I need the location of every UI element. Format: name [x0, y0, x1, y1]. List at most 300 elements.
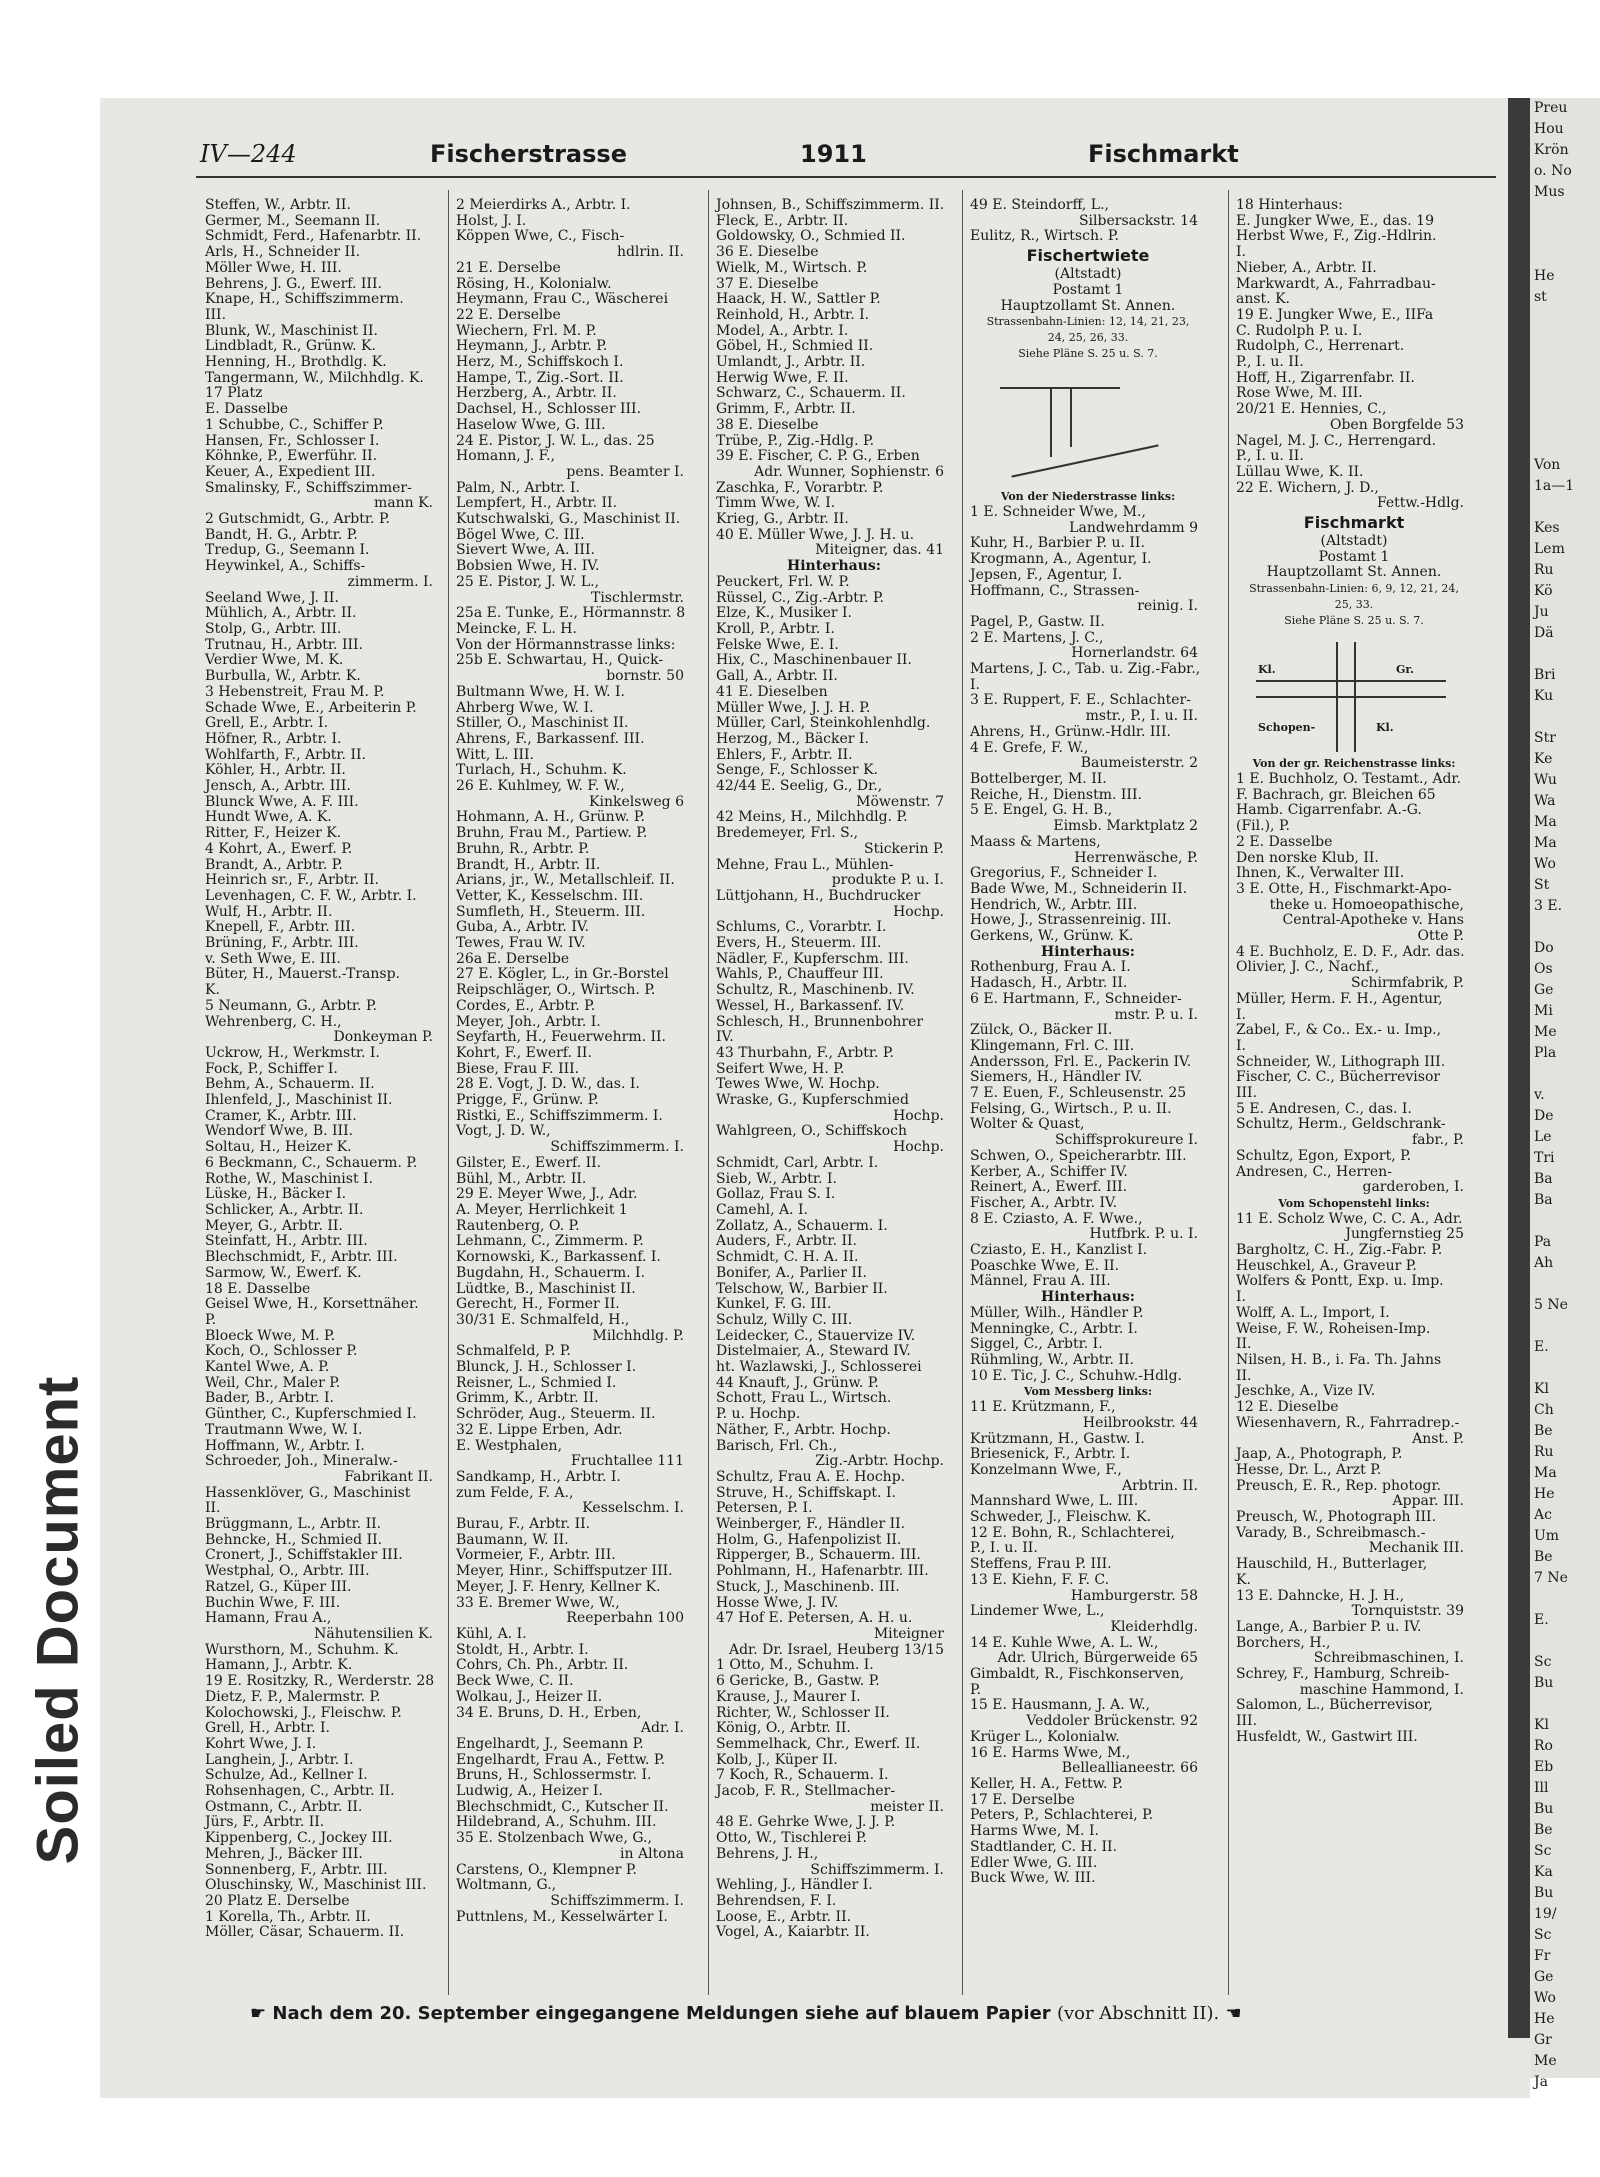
directory-line: Eimsb. Marktplatz 2 — [1053, 818, 1198, 835]
directory-line: II. — [1236, 1336, 1252, 1353]
directory-line: 1 E. Buchholz, O. Testamt., Adr. — [1236, 770, 1462, 787]
directory-line: Schultz, Frau A. E. Hochp. — [716, 1468, 906, 1485]
directory-line: Reiche, H., Dienstm. III. — [970, 786, 1142, 803]
directory-line: Fettw.-Hdlg. — [1376, 495, 1464, 512]
directory-line: Goldowsky, O., Schmied II. — [716, 228, 906, 245]
directory-column-1 — [205, 198, 441, 1988]
directory-line: 41 E. Dieselben — [716, 683, 828, 700]
directory-line: I. — [1236, 1037, 1246, 1054]
directory-line: Heuschkel, A., Graveur P. — [1236, 1257, 1417, 1274]
directory-line: 13 E. Kiehn, F. F. C. — [970, 1571, 1110, 1588]
neighbor-line — [1530, 329, 1600, 350]
directory-line: Edler Wwe, G. III. — [970, 1854, 1098, 1871]
directory-line: Holst, J. I. — [456, 212, 527, 229]
neighbor-line — [1530, 644, 1600, 665]
map-street-line — [1336, 642, 1338, 752]
directory-line: Schultz, Egon, Export, P. — [1236, 1147, 1412, 1164]
directory-line: Behncke, H., Schmied II. — [205, 1531, 383, 1548]
directory-line: Otto, W., Tischlerei P. — [716, 1830, 867, 1847]
map-street-line — [1070, 387, 1072, 447]
directory-line: Stadtlander, C. H. II. — [970, 1838, 1118, 1855]
map-street-line — [1256, 696, 1446, 698]
directory-line: Hassenklöver, G., Maschinist — [205, 1484, 411, 1501]
directory-line: Mehne, Frau L., Mühlen- — [716, 856, 894, 873]
neighbor-line: Ma — [1534, 835, 1557, 851]
directory-line: 42 Meins, H., Milchhdlg. P. — [716, 809, 908, 826]
directory-line: Brandt, A., Arbtr. P. — [205, 856, 343, 873]
directory-line: Grimm, F., Arbtr. II. — [716, 401, 856, 418]
directory-line: Rothe, W., Maschinist I. — [205, 1170, 374, 1187]
column-divider — [1228, 190, 1229, 1995]
directory-line: I. — [1236, 1289, 1246, 1306]
directory-line: Schreibmaschinen, I. — [1313, 1650, 1464, 1667]
directory-line: Andresen, C., Herren- — [1236, 1163, 1392, 1180]
directory-line: Tischlermstr. — [590, 589, 684, 606]
neighbor-line: Ma — [1534, 1465, 1557, 1481]
directory-line: 43 Thurbahn, F., Arbtr. P. — [716, 1044, 894, 1061]
directory-line: Hamb. Cigarrenfabr. A.-G. — [1236, 802, 1422, 819]
directory-line: Hildebrand, A., Schuhm. III. — [456, 1814, 657, 1831]
directory-line: Möwenstr. 7 — [856, 793, 944, 810]
directory-line: Schlesch, H., Brunnenbohrer — [716, 1013, 924, 1030]
directory-line: Telschow, W., Barbier II. — [716, 1280, 888, 1297]
directory-line: Reinert, A., Ewerf. III. — [970, 1179, 1128, 1196]
directory-line: 1 Otto, M., Schuhm. I. — [716, 1657, 874, 1674]
directory-line: Milchhdlg. P. — [592, 1327, 684, 1344]
directory-line: Mannshard Wwe, L. III. — [970, 1493, 1139, 1510]
neighbor-line: v. — [1534, 1087, 1545, 1103]
directory-line: Ristki, E., Schiffszimmerm. I. — [456, 1107, 663, 1124]
directory-line: Nähutensilien K. — [314, 1625, 433, 1642]
directory-line: 48 E. Gehrke Wwe, J. J. P. — [716, 1814, 896, 1831]
directory-line: Lüdtke, B., Maschinist II. — [456, 1280, 636, 1297]
directory-line: Ehlers, F., Arbtr. II. — [716, 746, 853, 763]
neighbor-line — [1530, 1211, 1600, 1232]
directory-line: Markwardt, A., Fahrradbau- — [1236, 275, 1436, 292]
directory-line: Ahrens, H., Grünw.-Hdlr. III. — [970, 723, 1171, 740]
directory-line: 2 E. Martens, J. C., — [970, 629, 1104, 646]
directory-line: Preusch, W., Photograph III. — [1236, 1509, 1437, 1526]
directory-line: Soltau, H., Heizer K. — [205, 1139, 352, 1156]
directory-line: Büter, H., Mauerst.-Transp. — [205, 966, 400, 983]
directory-line: Reipschläger, O., Wirtsch. P. — [456, 982, 656, 999]
neighbor-line: Krön — [1534, 142, 1569, 158]
directory-line: Homann, J. F., — [456, 448, 556, 465]
directory-line: Hinterhaus: — [1041, 943, 1135, 960]
directory-line: Heymann, Frau C., Wäscherei — [456, 291, 669, 308]
directory-line: I. — [1236, 244, 1246, 261]
neighbor-line: Ke — [1534, 751, 1553, 767]
directory-line: Knape, H., Schiffszimmerm. — [205, 291, 404, 308]
directory-line: Hutfbrk. P. u. I. — [1089, 1226, 1198, 1243]
directory-line: Appar. III. — [1392, 1493, 1464, 1510]
neighbor-line: E. — [1534, 1339, 1549, 1355]
directory-line: 7 Koch, R., Schauerm. I. — [716, 1767, 889, 1784]
neighbor-line: Sc — [1534, 1927, 1552, 1943]
directory-line: Vom Schopenstehl links: — [1278, 1196, 1430, 1210]
page-number: IV—244 — [200, 140, 297, 168]
directory-line: Tornquiststr. 39 — [1351, 1603, 1464, 1620]
directory-line: Camehl, A. I. — [716, 1202, 809, 1218]
directory-line: Wolter & Quast, — [970, 1116, 1085, 1133]
directory-line: Bandt, H. G., Arbtr. P. — [205, 526, 358, 543]
directory-line: Schmidt, Carl, Arbtr. I. — [716, 1154, 879, 1171]
directory-line: Günther, C., Kupferschmied I. — [205, 1406, 417, 1423]
directory-line: Ahrberg Wwe, W. I. — [456, 699, 594, 716]
directory-line: Schirmfabrik, P. — [1351, 975, 1464, 992]
directory-line: Ripperger, B., Schauerm. III. — [716, 1547, 921, 1564]
directory-line: Miteigner — [873, 1625, 944, 1642]
directory-line: v. Seth Wwe, E. III. — [205, 950, 341, 967]
directory-line: Koch, O., Schlosser P. — [205, 1343, 358, 1360]
directory-line: 47 Hof E. Petersen, A. H. u. — [716, 1610, 913, 1627]
directory-line: Stuck, J., Maschinenb. III. — [716, 1578, 900, 1595]
directory-line: Palm, N., Arbtr. I. — [456, 479, 580, 496]
directory-line: Nieber, A., Arbtr. II. — [1236, 259, 1377, 276]
soiled-document-label: Soiled Document — [25, 1375, 91, 1865]
directory-line: Rohsenhagen, C., Arbtr. II. — [205, 1783, 395, 1800]
directory-line: Schultz, R., Maschinenb. IV. — [716, 982, 915, 999]
directory-line: 22 E. Derselbe — [456, 306, 561, 323]
directory-line: reinig. I. — [1137, 598, 1198, 615]
directory-line: Heilbrookstr. 44 — [1082, 1414, 1198, 1431]
directory-line: Hix, C., Maschinenbauer II. — [716, 652, 912, 669]
neighbor-line: 19/ — [1534, 1906, 1557, 1922]
directory-line: Jungfernstieg 25 — [1345, 1226, 1464, 1243]
directory-line: Henning, H., Brothdlg. K. — [205, 354, 387, 371]
directory-line: Wahls, P., Chauffeur III. — [716, 966, 884, 983]
directory-line: Bruns, H., Schlossermstr. I. — [456, 1767, 652, 1784]
directory-line: Fischer, A., Arbtr. IV. — [970, 1194, 1118, 1211]
directory-line: Kornowski, K., Barkassenf. I. — [456, 1249, 661, 1266]
street-map-fischertwiete — [970, 365, 1206, 485]
directory-line: 2 Gutschmidt, G., Arbtr. P. — [205, 511, 390, 528]
directory-line: Schroeder, Joh., Mineralw.- — [205, 1453, 398, 1470]
directory-line: 40 E. Müller Wwe, J. J. H. u. — [716, 526, 915, 543]
directory-line: 3 Hebenstreit, Frau M. P. — [205, 683, 385, 700]
directory-line: Gollaz, Frau S. I. — [716, 1186, 836, 1203]
directory-line: Von der gr. Reichenstrasse links: — [1252, 757, 1456, 771]
neighbor-line: Be — [1534, 1549, 1553, 1565]
directory-line: Zülck, O., Bäcker II. — [970, 1022, 1113, 1039]
neighbor-line: E. — [1534, 1612, 1549, 1628]
directory-line: Senge, F., Schlosser K. — [716, 762, 878, 779]
neighbor-line: Os — [1534, 961, 1553, 977]
directory-line: Schmidt, Ferd., Hafenarbtr. II. — [205, 228, 422, 245]
directory-line: Hendrich, W., Arbtr. III. — [970, 896, 1138, 913]
directory-line: 44 Knauft, J., Grünw. P. — [716, 1374, 879, 1391]
directory-line: Adr. Ulrich, Bürgerweide 65 — [997, 1650, 1198, 1667]
directory-line: Schiffszimmerm. I. — [810, 1861, 944, 1878]
year-heading: 1911 — [800, 140, 867, 168]
directory-line: Bobsien Wwe, H. IV. — [456, 558, 600, 575]
neighbor-line: Wo — [1534, 856, 1556, 872]
directory-line: Wendorf Wwe, B. III. — [205, 1123, 354, 1140]
directory-line: Semmelhack, Chr., Ewerf. II. — [716, 1735, 921, 1752]
directory-line: Hansen, Fr., Schlosser I. — [205, 432, 380, 449]
directory-line: Brandt, H., Arbtr. II. — [456, 856, 601, 873]
neighbor-line: Preu — [1534, 100, 1568, 116]
neighbor-line: He — [1534, 268, 1555, 284]
directory-line: Herzberg, A., Arbtr. II. — [456, 385, 617, 402]
directory-line: P. u. Hochp. — [716, 1406, 801, 1423]
directory-line: Wielk, M., Wirtsch. P. — [716, 259, 868, 276]
directory-line: Central-Apotheke v. Hans — [1282, 912, 1464, 929]
directory-line: Kohrt Wwe, J. I. — [205, 1735, 317, 1752]
neighbor-line: Be — [1534, 1423, 1553, 1439]
directory-line: Siemers, H., Händler IV. — [970, 1069, 1143, 1086]
neighbor-line — [1530, 497, 1600, 518]
directory-line: Adr. I. — [640, 1720, 684, 1737]
directory-line: Kinkelsweg 6 — [589, 793, 684, 810]
directory-line: Kuhr, H., Barbier P. u. II. — [970, 535, 1145, 552]
directory-line: Bloeck Wwe, M. P. — [205, 1327, 336, 1344]
directory-line: Cordes, E., Arbtr. P. — [456, 997, 596, 1014]
directory-line: Rösing, H., Kolonialw. — [456, 275, 612, 292]
directory-line: Seifert Wwe, H. P. — [716, 1060, 845, 1077]
directory-line: Adr. Dr. Israel, Heuberg 13/15 — [728, 1641, 944, 1658]
directory-line: Cziasto, E. H., Kanzlist I. — [970, 1242, 1148, 1259]
directory-line: Schröder, Aug., Steuerm. II. — [456, 1406, 656, 1423]
directory-line: Wolff, A. L., Import, I. — [1236, 1304, 1390, 1321]
directory-line: Hauptzollamt St. Annen. — [1266, 564, 1442, 581]
neighbor-line — [1530, 1631, 1600, 1652]
directory-line: Meyer, Joh., Arbtr. I. — [456, 1013, 601, 1030]
directory-line: K. — [205, 982, 220, 999]
page-gutter — [1508, 98, 1530, 2038]
directory-line: Trautmann Wwe, W. I. — [205, 1421, 363, 1438]
directory-line: Gimbaldt, R., Fischkonserven, — [970, 1666, 1185, 1683]
directory-line: Möller Wwe, H. III. — [205, 259, 342, 276]
directory-line: Otte P. — [1417, 928, 1464, 945]
directory-line: Schrey, F., Hamburg, Schreib- — [1236, 1666, 1450, 1683]
directory-line: 17 Platz — [205, 385, 263, 402]
directory-line: mstr., P., I. u. II. — [1085, 708, 1198, 725]
directory-line: Tewes, Frau W. IV. — [456, 935, 586, 952]
directory-line: Loose, E., Arbtr. II. — [716, 1908, 852, 1925]
directory-line: Guba, A., Arbtr. IV. — [456, 919, 589, 936]
directory-line: Landwehrdamm 9 — [1069, 519, 1198, 536]
directory-line: Weise, F. W., Roheisen-Imp. — [1236, 1320, 1431, 1337]
directory-line: Blunk, W., Maschinist II. — [205, 322, 378, 339]
directory-line: Peters, P., Schlachterei, P. — [970, 1807, 1154, 1824]
directory-line: P. — [205, 1311, 217, 1328]
directory-line: Lempfert, H., Arbtr. II. — [456, 495, 618, 512]
directory-line: 6 Gericke, B., Gastw. P. — [716, 1673, 880, 1690]
directory-line: Schweder, J., Fleischw. K. — [970, 1509, 1152, 1526]
directory-line: Wraske, G., Kupferschmied — [716, 1092, 910, 1109]
directory-line: Schlicker, A., Arbtr. II. — [205, 1202, 364, 1218]
directory-line: Trübe, P., Zig.-Hdlg. P. — [716, 432, 875, 449]
directory-line: Hesse, Dr. L., Arzt P. — [1236, 1461, 1382, 1478]
directory-line: Grell, E., Arbtr. I. — [205, 715, 329, 732]
neighbor-line: Lem — [1534, 541, 1565, 557]
neighbor-line: Ja — [1534, 2074, 1548, 2090]
directory-line: Meyer, G., Arbtr. II. — [205, 1217, 343, 1234]
neighbor-line: Von — [1534, 457, 1561, 473]
neighbor-line — [1530, 434, 1600, 455]
directory-line: 1 Korella, Th., Arbtr. II. — [205, 1908, 371, 1925]
directory-line: (Fil.), P. — [1236, 818, 1290, 835]
neighbor-line: Kl — [1534, 1381, 1549, 1397]
directory-line: III. — [205, 306, 227, 323]
directory-line: Wolfers & Pontt, Exp. u. Imp. — [1236, 1273, 1444, 1290]
neighbor-line: Fr — [1534, 1948, 1551, 1964]
neighbor-line: Wa — [1534, 793, 1556, 809]
directory-line: 16 E. Harms Wwe, M., — [970, 1744, 1131, 1761]
directory-line: Krützmann, H., Gastw. I. — [970, 1430, 1145, 1447]
directory-line: Anst. P. — [1412, 1430, 1464, 1447]
neighbor-line — [1530, 1694, 1600, 1715]
directory-line: 20/21 E. Hennies, C., — [1236, 401, 1387, 418]
neighbor-line: Hou — [1534, 121, 1564, 137]
directory-line: 2 Meierdirks A., Arbtr. I. — [456, 197, 631, 213]
neighbor-line: Do — [1534, 940, 1554, 956]
directory-line: P., I. u. II. — [1236, 354, 1304, 371]
directory-line: Hamburgerstr. 58 — [1070, 1587, 1198, 1604]
directory-line: 22 E. Wichern, J. D., — [1236, 479, 1379, 496]
directory-line: 3 E. Otte, H., Fischmarkt-Apo- — [1236, 880, 1452, 897]
directory-line: bornstr. 50 — [606, 668, 684, 685]
directory-line: Zollatz, A., Schauerm. I. — [716, 1217, 888, 1234]
directory-line: Krieg, G., Arbtr. II. — [716, 511, 849, 528]
directory-line: Blechschmidt, F., Arbtr. III. — [205, 1249, 398, 1266]
directory-line: Fabrikant II. — [344, 1468, 433, 1485]
directory-line: C. Rudolph P. u. I. — [1236, 322, 1363, 339]
directory-line: Biese, Frau F. III. — [456, 1060, 580, 1077]
neighbor-line: Ill — [1534, 1780, 1549, 1796]
directory-line: Den norske Klub, II. — [1236, 849, 1379, 866]
directory-line: Herz, M., Schiffskoch I. — [456, 354, 624, 371]
directory-line: Müller, Wilh., Händler P. — [970, 1304, 1144, 1321]
directory-line: Bögel Wwe, C. III. — [456, 526, 585, 543]
neighbor-line: Gr — [1534, 2032, 1552, 2048]
directory-line: 4 E. Grefe, F. W., — [970, 739, 1089, 756]
directory-line: Herrenwäsche, P. — [1074, 849, 1198, 866]
directory-line: Verdier Wwe, M. K. — [205, 652, 344, 669]
neighbor-line: 1a—1 — [1534, 478, 1575, 494]
directory-line: meister II. — [870, 1798, 944, 1815]
neighbor-line — [1530, 245, 1600, 266]
directory-line: Siehe Pläne S. 25 u. S. 7. — [1018, 346, 1158, 360]
neighbor-line: Ru — [1534, 562, 1554, 578]
directory-line: 4 Kohrt, A., Ewerf. P. — [205, 840, 353, 857]
directory-line: 33 E. Bremer Wwe, W., — [456, 1594, 620, 1611]
directory-line: Peuckert, Frl. W. P. — [716, 573, 850, 590]
directory-line: 7 E. Euen, F., Schleusenstr. 25 — [970, 1085, 1187, 1102]
directory-line: Köhler, H., Arbtr. II. — [205, 762, 346, 779]
directory-line: Meyer, J. F. Henry, Kellner K. — [456, 1578, 661, 1595]
directory-line: 24 E. Pistor, J. W. L., das. 25 — [456, 432, 655, 449]
directory-line: Martens, J. C., Tab. u. Zig.-Fabr., — [970, 661, 1201, 678]
neighbor-line: De — [1534, 1108, 1554, 1124]
map-street-line — [1354, 642, 1356, 752]
directory-line: in Altona — [620, 1845, 684, 1862]
directory-line: 39 E. Fischer, C. P. G., Erben — [716, 448, 920, 465]
directory-line: Müller, Herm. F. H., Agentur, — [1236, 990, 1443, 1007]
directory-line: Dachsel, H., Schlosser III. — [456, 401, 642, 418]
neighbor-line: Ba — [1534, 1171, 1553, 1187]
directory-line: Fischer, C. C., Bücherrevisor — [1236, 1069, 1441, 1086]
directory-line: Bargholtz, C. H., Zig.-Fabr. P. — [1236, 1242, 1443, 1259]
directory-line: Westphal, O., Arbtr. III. — [205, 1563, 370, 1580]
directory-line: Schultz, Herm., Geldschrank- — [1236, 1116, 1446, 1133]
directory-line: Mehren, J., Bäcker III. — [205, 1845, 363, 1862]
neighbor-line: Ro — [1534, 1738, 1553, 1754]
directory-line: Wehling, J., Händler I. — [716, 1877, 873, 1894]
directory-line: 32 E. Lippe Erben, Adr. — [456, 1421, 623, 1438]
directory-line: Vom Messberg links: — [1023, 1385, 1153, 1399]
directory-line: 27 E. Kögler, L., in Gr.-Borstel — [456, 966, 669, 983]
directory-line: Reeperbahn 100 — [566, 1610, 684, 1627]
directory-line: Lüllau Wwe, K. II. — [1236, 463, 1364, 480]
directory-line: Behrendsen, F. I. — [716, 1892, 837, 1909]
directory-line: 6 E. Hartmann, F., Schneider- — [970, 990, 1182, 1007]
neighbor-line: Wu — [1534, 772, 1557, 788]
directory-line: Hoffmann, W., Arbtr. I. — [205, 1437, 365, 1454]
directory-line: 42/44 E. Seelig, G., Dr., — [716, 778, 883, 795]
directory-line: zimmerm. I. — [347, 573, 433, 590]
directory-line: Hochp. — [893, 1107, 944, 1124]
directory-line: garderoben, I. — [1362, 1179, 1464, 1196]
directory-line: Weinberger, F., Händler II. — [716, 1516, 906, 1533]
directory-line: Baumeisterstr. 2 — [1080, 755, 1198, 772]
directory-line: Hamann, Frau A., — [205, 1610, 332, 1627]
directory-line: 5 E. Engel, G. H. B., — [970, 802, 1113, 819]
street-map-fischmarkt — [1236, 632, 1472, 752]
directory-line: K. — [1236, 1571, 1251, 1588]
directory-line: Veddoler Brückenstr. 92 — [1026, 1713, 1198, 1730]
directory-line: 25a E. Tunke, E., Hörmannstr. 8 — [456, 605, 686, 622]
directory-line: Schwen, O., Speicherarbtr. III. — [970, 1147, 1187, 1164]
neighbor-page-fragment — [1530, 98, 1600, 2090]
directory-line: 14 E. Kuhle Wwe, A. L. W., — [970, 1634, 1159, 1651]
directory-line: Fruchtallee 111 — [571, 1453, 684, 1470]
directory-line: Schmalfeld, P. P. — [456, 1343, 571, 1360]
directory-line: A. Meyer, Herrlichkeit 1 — [456, 1202, 628, 1218]
directory-line: Elze, K., Musiker I. — [716, 605, 852, 622]
directory-line: Reinhold, H., Arbtr. I. — [716, 306, 870, 323]
directory-line: Bultmann Wwe, H. W. I. — [456, 683, 626, 700]
neighbor-line: Ac — [1534, 1507, 1552, 1523]
directory-line: Prigge, F., Grünw. P. — [456, 1092, 599, 1109]
directory-column-2 — [456, 198, 692, 1988]
directory-line: Poaschke Wwe, E. II. — [970, 1257, 1120, 1274]
directory-line: Geisel Wwe, H., Korsettnäher. — [205, 1296, 419, 1313]
directory-line: Bade Wwe, M., Schneiderin II. — [970, 880, 1188, 897]
directory-line: Bottelberger, M. II. — [970, 770, 1107, 787]
directory-line: 19 E. Jungker Wwe, E., IIFa — [1236, 306, 1434, 323]
directory-line: Kunkel, F. G. III. — [716, 1296, 832, 1313]
neighbor-line: Kö — [1534, 583, 1553, 599]
directory-line: Kolochowski, J., Fleischw. P. — [205, 1704, 402, 1721]
directory-line: Howe, J., Strassenreinig. III. — [970, 912, 1172, 929]
directory-line: Salomon, L., Bücherrevisor, — [1236, 1697, 1433, 1714]
directory-line: Timm Wwe, W. I. — [716, 495, 836, 512]
directory-line: Heywinkel, A., Schiffs- — [205, 558, 366, 575]
map-label: Gr. — [1396, 663, 1415, 677]
directory-line: 35 E. Stolzenbach Wwe, G., — [456, 1830, 652, 1847]
directory-line: Distelmaier, A., Steward IV. — [716, 1343, 911, 1360]
directory-line: Blechschmidt, C., Kutscher II. — [456, 1798, 669, 1815]
directory-line: Wehrenberg, C. H., — [205, 1013, 342, 1030]
directory-line: Arbtrin. II. — [1122, 1477, 1198, 1494]
directory-line: Stolp, G., Arbtr. III. — [205, 620, 342, 637]
neighbor-line: Ku — [1534, 688, 1554, 704]
map-street-line — [1000, 387, 1120, 389]
directory-line: Hohmann, A. H., Grünw. P. — [456, 809, 645, 826]
directory-line: Blunck Wwe, A. F. III. — [205, 793, 359, 810]
